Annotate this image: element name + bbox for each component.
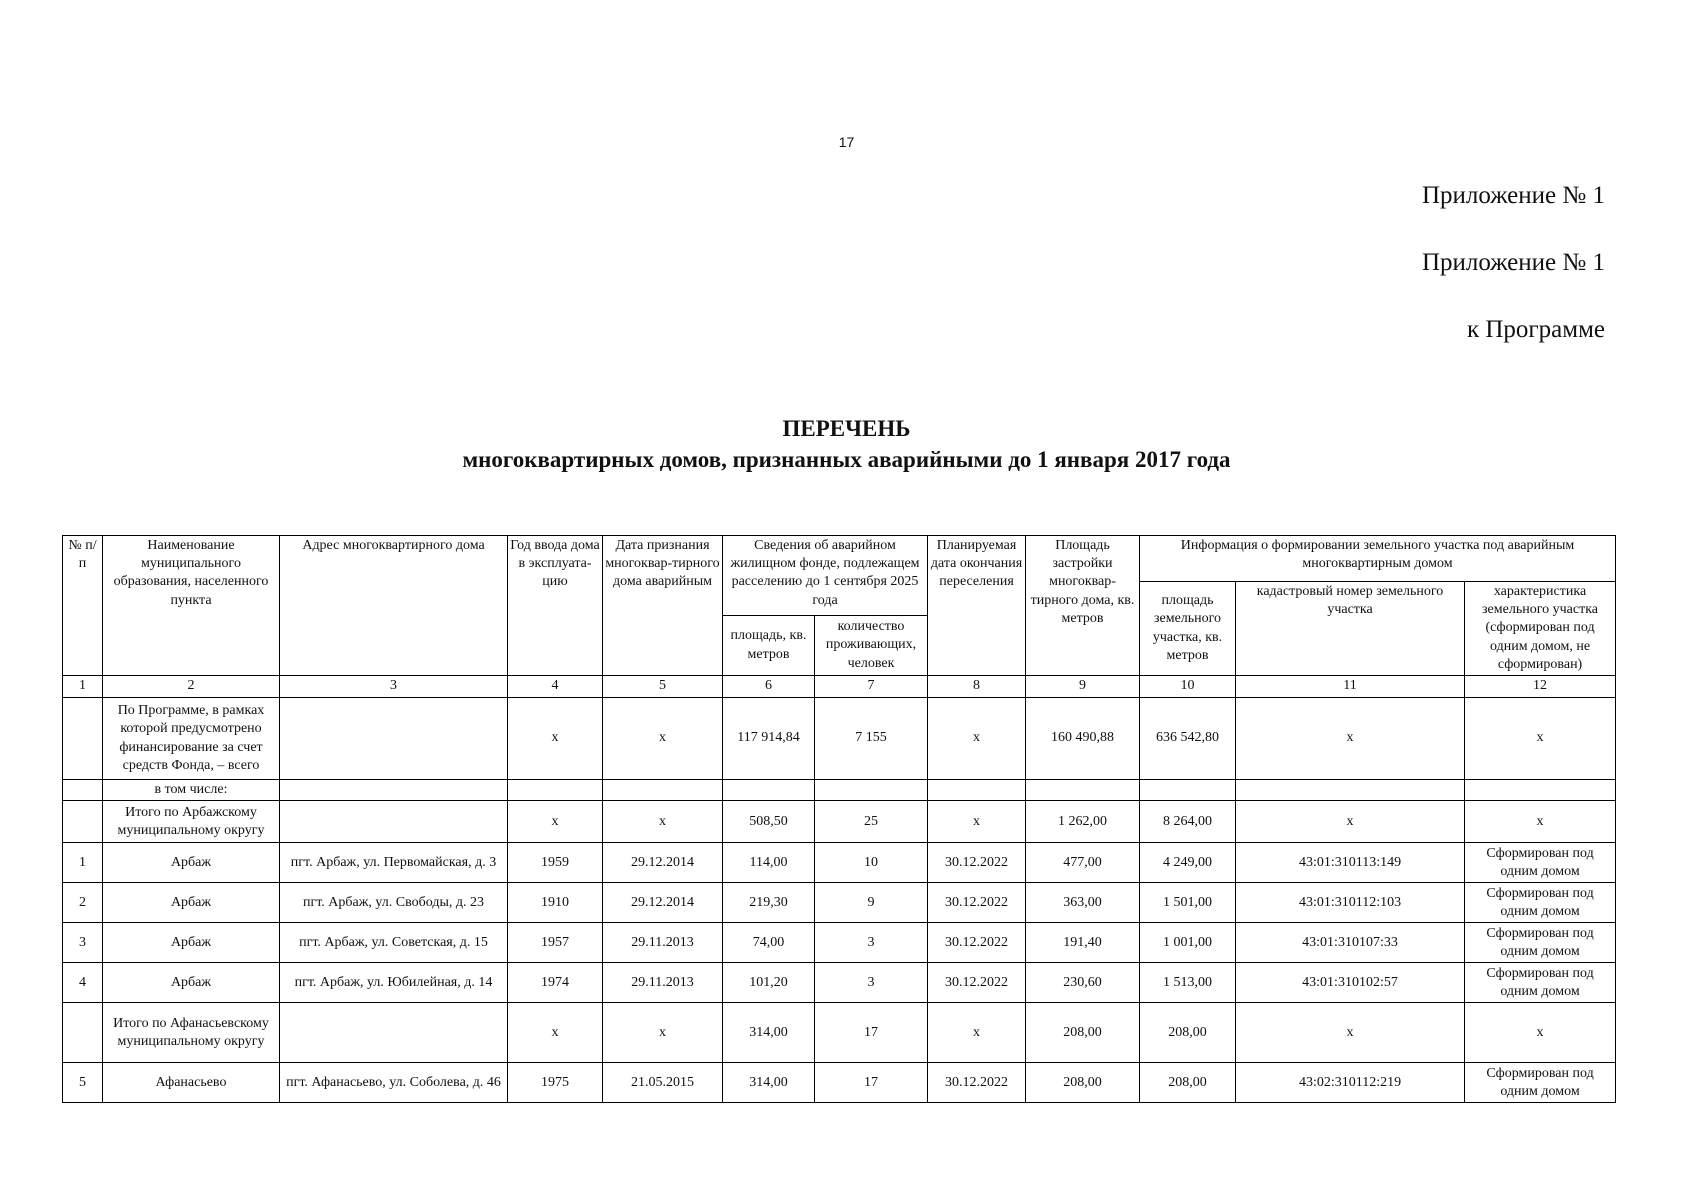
cell-area: 219,30 xyxy=(723,883,815,923)
cell-area: 74,00 xyxy=(723,923,815,963)
cell-land-area: 636 542,80 xyxy=(1140,698,1236,780)
table-row xyxy=(63,883,1616,923)
cell-cadastral: х xyxy=(1236,801,1465,843)
cell-land-area: 1 513,00 xyxy=(1140,963,1236,1003)
header-land-group: Информация о формировании земельного участка под аварийным многоквартирным домом xyxy=(1140,536,1616,582)
cell-characteristic: х xyxy=(1465,1003,1616,1063)
cell-cadastral: 43:01:310102:57 xyxy=(1236,963,1465,1003)
cell-municipality: Арбаж xyxy=(103,843,280,883)
cell-land-area: 4 249,00 xyxy=(1140,843,1236,883)
cell-year xyxy=(508,780,603,801)
header-characteristic: характеристика земельного участка (сформирован под одним домом, не сформирован) xyxy=(1465,582,1616,676)
header-date-emergency: Дата признания многоквар-тирного дома аварийным xyxy=(603,536,723,676)
cell-municipality: Итого по Афанасьевскому муниципальному округу xyxy=(103,1003,280,1063)
cell-building-area: 160 490,88 xyxy=(1026,698,1140,780)
cell-year: 1910 xyxy=(508,883,603,923)
column-number: 3 xyxy=(280,676,508,698)
table-row xyxy=(63,843,1616,883)
cell-residents: 10 xyxy=(815,843,928,883)
table-row-total xyxy=(63,698,1616,780)
cell-cadastral: х xyxy=(1236,1003,1465,1063)
cell-characteristic: Сформирован под одним домом xyxy=(1465,963,1616,1003)
cell-land-area: 208,00 xyxy=(1140,1003,1236,1063)
cell-building-area xyxy=(1026,780,1140,801)
cell-address: пгт. Арбаж, ул. Первомайская, д. 3 xyxy=(280,843,508,883)
cell-building-area: 208,00 xyxy=(1026,1063,1140,1103)
column-number: 4 xyxy=(508,676,603,698)
table-row xyxy=(63,963,1616,1003)
column-number: 12 xyxy=(1465,676,1616,698)
cell-planned-date xyxy=(928,780,1026,801)
cell-land-area xyxy=(1140,780,1236,801)
cell-date-emergency: 29.12.2014 xyxy=(603,843,723,883)
column-number: 6 xyxy=(723,676,815,698)
cell-municipality: в том числе: xyxy=(103,780,280,801)
cell-municipality: Афанасьево xyxy=(103,1063,280,1103)
cell-num: 5 xyxy=(63,1063,103,1103)
cell-area: 314,00 xyxy=(723,1063,815,1103)
cell-building-area: 477,00 xyxy=(1026,843,1140,883)
cell-planned-date: х xyxy=(928,1003,1026,1063)
cell-address xyxy=(280,698,508,780)
cell-municipality: Арбаж xyxy=(103,923,280,963)
cell-year: х xyxy=(508,698,603,780)
cell-municipality: Арбаж xyxy=(103,883,280,923)
cell-num xyxy=(63,780,103,801)
page-number: 17 xyxy=(838,134,855,150)
cell-land-area: 8 264,00 xyxy=(1140,801,1236,843)
appendix-line-3: к Программе xyxy=(1466,316,1605,343)
cell-building-area: 1 262,00 xyxy=(1026,801,1140,843)
cell-building-area: 208,00 xyxy=(1026,1003,1140,1063)
header-num: № п/п xyxy=(63,536,103,676)
document-title: ПЕРЕЧЕНЬ xyxy=(782,416,911,441)
cell-area: 117 914,84 xyxy=(723,698,815,780)
cell-municipality: Арбаж xyxy=(103,963,280,1003)
cell-cadastral: х xyxy=(1236,698,1465,780)
cell-date-emergency: 29.12.2014 xyxy=(603,883,723,923)
column-number: 1 xyxy=(63,676,103,698)
cell-num xyxy=(63,698,103,780)
cell-date-emergency: х xyxy=(603,698,723,780)
cell-num: 2 xyxy=(63,883,103,923)
header-land-area: площадь земельного участка, кв. метров xyxy=(1140,582,1236,676)
cell-planned-date: 30.12.2022 xyxy=(928,843,1026,883)
cell-characteristic: Сформирован под одним домом xyxy=(1465,923,1616,963)
cell-date-emergency: х xyxy=(603,801,723,843)
cell-residents: 7 155 xyxy=(815,698,928,780)
cell-cadastral: 43:01:310112:103 xyxy=(1236,883,1465,923)
cell-area: 314,00 xyxy=(723,1003,815,1063)
cell-year: х xyxy=(508,801,603,843)
cell-residents xyxy=(815,780,928,801)
cell-planned-date: 30.12.2022 xyxy=(928,883,1026,923)
column-number: 9 xyxy=(1026,676,1140,698)
cell-date-emergency: 29.11.2013 xyxy=(603,923,723,963)
cell-land-area: 1 001,00 xyxy=(1140,923,1236,963)
cell-address: пгт. Арбаж, ул. Юбилейная, д. 14 xyxy=(280,963,508,1003)
cell-area: 114,00 xyxy=(723,843,815,883)
emergency-houses-table xyxy=(62,535,1616,1103)
column-number: 7 xyxy=(815,676,928,698)
cell-num: 1 xyxy=(63,843,103,883)
table-row-subtotal-afanasyevo xyxy=(63,1003,1616,1063)
header-residents: количество проживающих, человек xyxy=(815,616,928,676)
cell-planned-date: х xyxy=(928,698,1026,780)
cell-address: пгт. Афанасьево, ул. Соболева, д. 46 xyxy=(280,1063,508,1103)
table-row-including xyxy=(63,780,1616,801)
cell-cadastral: 43:02:310112:219 xyxy=(1236,1063,1465,1103)
cell-municipality: По Программе, в рамках которой предусмотрено финансирование за счет средств Фонда, – всего xyxy=(103,698,280,780)
column-number: 2 xyxy=(103,676,280,698)
cell-residents: 17 xyxy=(815,1063,928,1103)
cell-residents: 25 xyxy=(815,801,928,843)
cell-characteristic: х xyxy=(1465,801,1616,843)
header-cadastral: кадастровый номер земельного участка xyxy=(1236,582,1465,676)
column-number: 5 xyxy=(603,676,723,698)
cell-building-area: 191,40 xyxy=(1026,923,1140,963)
header-building-area: Площадь застройки многоквар-тирного дома, кв. метров xyxy=(1026,536,1140,676)
cell-year: 1975 xyxy=(508,1063,603,1103)
cell-cadastral xyxy=(1236,780,1465,801)
cell-address xyxy=(280,780,508,801)
cell-planned-date: х xyxy=(928,801,1026,843)
cell-address xyxy=(280,801,508,843)
cell-planned-date: 30.12.2022 xyxy=(928,963,1026,1003)
column-number: 10 xyxy=(1140,676,1236,698)
column-number: 11 xyxy=(1236,676,1465,698)
cell-num: 4 xyxy=(63,963,103,1003)
document-subtitle: многоквартирных домов, признанных аварийными до 1 января 2017 года xyxy=(462,447,1231,472)
cell-year: 1974 xyxy=(508,963,603,1003)
cell-address xyxy=(280,1003,508,1063)
cell-date-emergency xyxy=(603,780,723,801)
cell-num xyxy=(63,1003,103,1063)
cell-cadastral: 43:01:310113:149 xyxy=(1236,843,1465,883)
header-year: Год ввода дома в эксплуата-цию xyxy=(508,536,603,676)
appendix-line-1: Приложение № 1 xyxy=(1421,182,1605,209)
cell-residents: 3 xyxy=(815,963,928,1003)
cell-address: пгт. Арбаж, ул. Советская, д. 15 xyxy=(280,923,508,963)
cell-date-emergency: 21.05.2015 xyxy=(603,1063,723,1103)
cell-num xyxy=(63,801,103,843)
table-row xyxy=(63,923,1616,963)
cell-characteristic: х xyxy=(1465,698,1616,780)
cell-address: пгт. Арбаж, ул. Свободы, д. 23 xyxy=(280,883,508,923)
cell-residents: 3 xyxy=(815,923,928,963)
table-row xyxy=(63,1063,1616,1103)
cell-year: 1957 xyxy=(508,923,603,963)
cell-building-area: 363,00 xyxy=(1026,883,1140,923)
cell-characteristic xyxy=(1465,780,1616,801)
cell-date-emergency: 29.11.2013 xyxy=(603,963,723,1003)
cell-area: 508,50 xyxy=(723,801,815,843)
cell-year: 1959 xyxy=(508,843,603,883)
cell-num: 3 xyxy=(63,923,103,963)
header-area: площадь, кв. метров xyxy=(723,616,815,676)
cell-land-area: 208,00 xyxy=(1140,1063,1236,1103)
cell-planned-date: 30.12.2022 xyxy=(928,1063,1026,1103)
header-info-group: Сведения об аварийном жилищном фонде, подлежащем расселению до 1 сентября 2025 года xyxy=(723,536,928,616)
cell-characteristic: Сформирован под одним домом xyxy=(1465,1063,1616,1103)
cell-residents: 9 xyxy=(815,883,928,923)
cell-area: 101,20 xyxy=(723,963,815,1003)
header-municipality: Наименование муниципального образования, населенного пункта xyxy=(103,536,280,676)
appendix-line-2: Приложение № 1 xyxy=(1421,249,1605,276)
cell-building-area: 230,60 xyxy=(1026,963,1140,1003)
header-planned-date: Планируемая дата окончания переселения xyxy=(928,536,1026,676)
header-address: Адрес многоквартирного дома xyxy=(280,536,508,676)
cell-planned-date: 30.12.2022 xyxy=(928,923,1026,963)
table-row-subtotal-arbazh xyxy=(63,801,1616,843)
cell-cadastral: 43:01:310107:33 xyxy=(1236,923,1465,963)
cell-area xyxy=(723,780,815,801)
cell-year: х xyxy=(508,1003,603,1063)
cell-residents: 17 xyxy=(815,1003,928,1063)
column-number: 8 xyxy=(928,676,1026,698)
cell-characteristic: Сформирован под одним домом xyxy=(1465,883,1616,923)
cell-characteristic: Сформирован под одним домом xyxy=(1465,843,1616,883)
cell-date-emergency: х xyxy=(603,1003,723,1063)
cell-land-area: 1 501,00 xyxy=(1140,883,1236,923)
cell-municipality: Итого по Арбажскому муниципальному округу xyxy=(103,801,280,843)
